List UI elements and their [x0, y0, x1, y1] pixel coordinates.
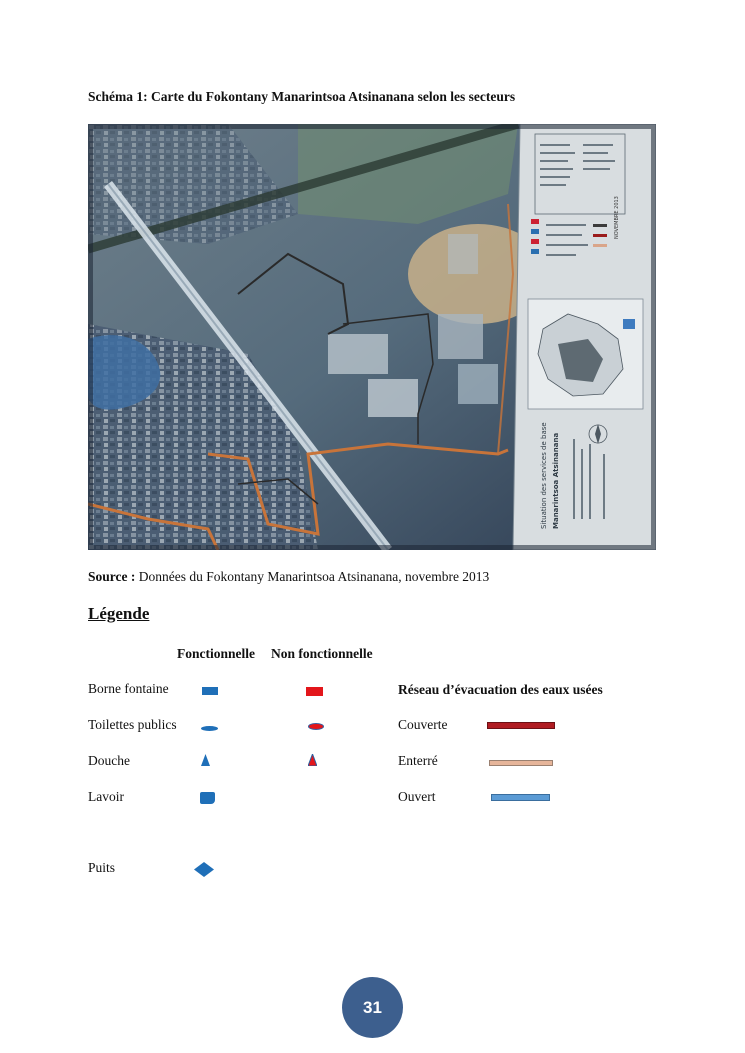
line-swatch-ouvert [491, 794, 550, 801]
source-label: Source : [88, 569, 136, 584]
triangle-icon [201, 754, 210, 766]
triangle-icon [308, 754, 317, 766]
map-date: NOVEMBRE 2013 [614, 196, 620, 239]
network-label-enterre: Enterré [398, 753, 438, 768]
legend-label-toilettes: Toilettes publics [88, 717, 177, 732]
column-header-functional: Fonctionnelle [177, 646, 255, 661]
figure-caption: Schéma 1: Carte du Fokontany Manarintsoa Atsinanana selon les secteurs [88, 89, 516, 104]
diamond-icon [194, 862, 214, 877]
network-label-ouvert: Ouvert [398, 789, 436, 804]
rectangle-icon [306, 687, 323, 696]
legend-label-borne-fontaine: Borne fontaine [88, 681, 169, 696]
legend-title: Légende [88, 604, 150, 623]
rounded-square-icon [200, 792, 215, 804]
legend-label-douche: Douche [88, 753, 130, 768]
line-swatch-couverte [487, 722, 555, 729]
map-title: Situation des services de base [540, 422, 548, 529]
rectangle-icon [202, 687, 218, 695]
map-image [88, 124, 656, 550]
ellipse-icon [201, 726, 218, 731]
line-swatch-enterre [489, 760, 553, 766]
source-text: Données du Fokontany Manarintsoa Atsinanana, novembre 2013 [135, 569, 490, 584]
map-photograph [88, 124, 656, 550]
source-line [88, 569, 489, 585]
column-header-nonfunctional: Non fonctionnelle [271, 646, 373, 661]
network-title: Réseau d’évacuation des eaux usées [398, 682, 603, 697]
legend-label-lavoir: Lavoir [88, 789, 124, 804]
ellipse-icon [308, 723, 324, 730]
legend-label-puits: Puits [88, 860, 116, 875]
network-label-couverte: Couverte [398, 717, 448, 732]
page-number: 31 [342, 977, 403, 1038]
map-subtitle: Manarintsoa Atsinanana [552, 432, 560, 529]
